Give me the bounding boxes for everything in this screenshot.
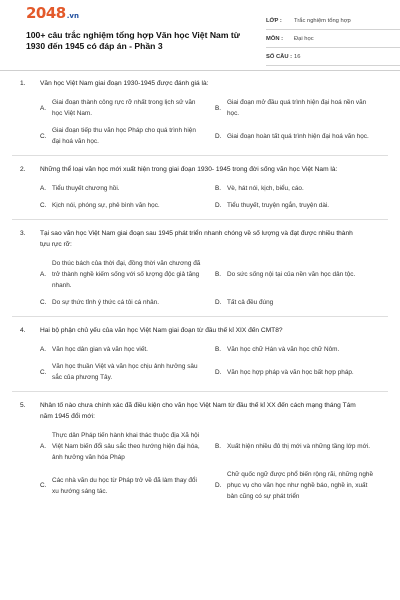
question-5 <box>12 400 388 510</box>
option-a[interactable] <box>40 430 207 463</box>
option-letter: D. <box>215 299 222 306</box>
option-d[interactable] <box>215 200 382 211</box>
option-c[interactable] <box>40 125 207 147</box>
meta-key: MÔN : <box>266 35 284 42</box>
option-letter: D. <box>215 202 222 209</box>
question-text: Hai bộ phận chủ yếu của văn học Việt Nam giai đoạn từ đầu thế kỉ XIX đến CMT8? <box>40 327 283 334</box>
option-letter: A. <box>40 185 47 192</box>
meta-value: 16 <box>294 53 301 60</box>
option-b[interactable] <box>215 258 382 291</box>
option-letter: C. <box>40 299 47 306</box>
option-c[interactable] <box>40 469 207 502</box>
option-text: Các nhà văn du học từ Pháp trở về đã làm thay đổi xu hướng sáng tác. <box>52 476 197 495</box>
option-a[interactable] <box>40 183 207 194</box>
option-text: Văn học hợp pháp và văn học bất hợp pháp. <box>227 368 354 376</box>
option-letter: B. <box>215 271 222 278</box>
option-letter: D. <box>215 132 222 140</box>
meta-row-class <box>266 12 400 30</box>
option-d[interactable] <box>215 125 382 147</box>
option-text: Vè, hát nói, kịch, biểu, cáo. <box>227 185 304 192</box>
meta-value: Trắc nghiệm tổng hợp <box>294 17 351 24</box>
option-d[interactable] <box>215 297 382 308</box>
question-list <box>12 78 388 518</box>
header-divider <box>0 70 400 71</box>
question-4 <box>12 325 388 392</box>
question-text: Văn học Việt Nam giai đoạn 1930-1945 được đánh giá là: <box>40 80 209 87</box>
option-text: Chữ quốc ngữ được phổ biến rộng rãi, những nghề phục vụ cho văn học như nghề báo, nghề in, xuất bản cũng có sự phát triển <box>227 471 374 500</box>
option-text: Giai đoạn mở đầu quá trình hiện đại hoá nền văn học. <box>227 99 367 117</box>
document-meta <box>266 12 400 66</box>
option-c[interactable] <box>40 297 207 308</box>
option-letter: D. <box>215 368 222 376</box>
option-b[interactable] <box>215 344 382 355</box>
question-1 <box>12 78 388 156</box>
option-d[interactable] <box>215 469 382 502</box>
option-letter: B. <box>215 185 222 192</box>
option-text: Tiểu thuyết, truyện ngắn, truyện dài. <box>227 202 330 209</box>
option-b[interactable] <box>215 97 382 119</box>
question-number: 2. <box>20 166 26 173</box>
option-b[interactable] <box>215 430 382 463</box>
option-letter: C. <box>40 482 47 489</box>
question-2 <box>12 164 388 220</box>
option-text: Giai đoạn thành công rực rỡ nhất trong lịch sử văn học Việt Nam. <box>52 99 196 117</box>
document-title: 100+ câu trắc nghiệm tổng hợp Văn học Việt Nam từ 1930 đến 1945 có đáp án - Phần 3 <box>26 30 240 51</box>
option-text: Kịch nói, phóng sự, phê bình văn học. <box>52 202 160 209</box>
option-a[interactable] <box>40 97 207 119</box>
option-text: Văn học chữ Hán và văn học chữ Nôm. <box>227 346 340 353</box>
option-text: Do sức sống nội tại của nền văn học dân tộc. <box>227 271 356 278</box>
option-letter: C. <box>40 132 47 140</box>
option-d[interactable] <box>215 361 382 383</box>
option-letter: A. <box>40 346 47 353</box>
question-number: 5. <box>20 402 26 409</box>
option-text: Giai đoạn tiếp thu văn học Pháp cho quá trình hiện đại hoá văn học. <box>52 127 196 145</box>
option-text: Văn học dân gian và văn học viết. <box>52 346 148 353</box>
option-letter: B. <box>215 346 222 353</box>
option-letter: C. <box>40 202 47 209</box>
option-letter: A. <box>40 443 47 450</box>
question-3 <box>12 228 388 317</box>
question-text: Nhân tố nào chưa chính xác đã điều kiện cho văn học Việt Nam từ đầu thế kỉ XX đến cách mạng tháng Tám năm 1945 đổi mới: <box>40 402 356 420</box>
option-letter: D. <box>215 482 222 489</box>
meta-key: LỚP : <box>266 17 282 24</box>
question-text: Tại sao văn học Việt Nam giai đoạn sau 1945 phát triển nhanh chóng về số lượng và đạt được nhiều thành tựu rực rỡ: <box>40 230 353 248</box>
question-number: 4. <box>20 327 26 334</box>
option-text: Thực dân Pháp tiến hành khai thác thuộc địa Xã hội Việt Nam biến đổi sâu sắc theo hướng hiện đại hóa, ảnh hưởng văn hóa Pháp <box>52 432 200 461</box>
option-c[interactable] <box>40 200 207 211</box>
option-letter: C. <box>40 368 47 376</box>
document-header <box>12 0 388 66</box>
question-text: Những thể loại văn học mới xuất hiện trong giai đoạn 1930- 1945 trong đời sống văn học Việt Nam là: <box>40 166 338 173</box>
option-text: Văn học thuần Việt và văn học chịu ảnh hưởng sâu sắc của phương Tây. <box>52 363 198 381</box>
meta-key: SỐ CÂU : <box>266 53 293 60</box>
question-number: 1. <box>20 80 26 87</box>
option-text: Giai đoạn hoàn tất quá trình hiện đại hoá văn học. <box>227 132 369 140</box>
option-letter: A. <box>40 104 47 112</box>
option-b[interactable] <box>215 183 382 194</box>
option-text: Tất cả đều đúng <box>227 299 274 306</box>
option-text: Do thúc bách của thời đại, đồng thời văn chương đã trở thành nghề kiếm sống với số lượng độc giả tăng nhanh. <box>52 260 201 289</box>
option-text: Tiểu thuyết chương hồi. <box>52 185 120 192</box>
option-a[interactable] <box>40 258 207 291</box>
option-letter: B. <box>215 104 222 112</box>
site-logo[interactable]: 2048.vn <box>26 4 79 22</box>
option-text: Xuất hiện nhiều đô thị mới và những tầng lớp mới. <box>227 443 370 450</box>
option-letter: B. <box>215 443 222 450</box>
option-a[interactable] <box>40 344 207 355</box>
meta-value: Đại học <box>294 35 314 42</box>
question-number: 3. <box>20 230 26 237</box>
option-c[interactable] <box>40 361 207 383</box>
option-letter: A. <box>40 271 47 278</box>
meta-row-count <box>266 48 400 66</box>
meta-row-subject <box>266 30 400 48</box>
option-text: Do sự thức tỉnh ý thức cá tôi cá nhân. <box>52 299 159 306</box>
